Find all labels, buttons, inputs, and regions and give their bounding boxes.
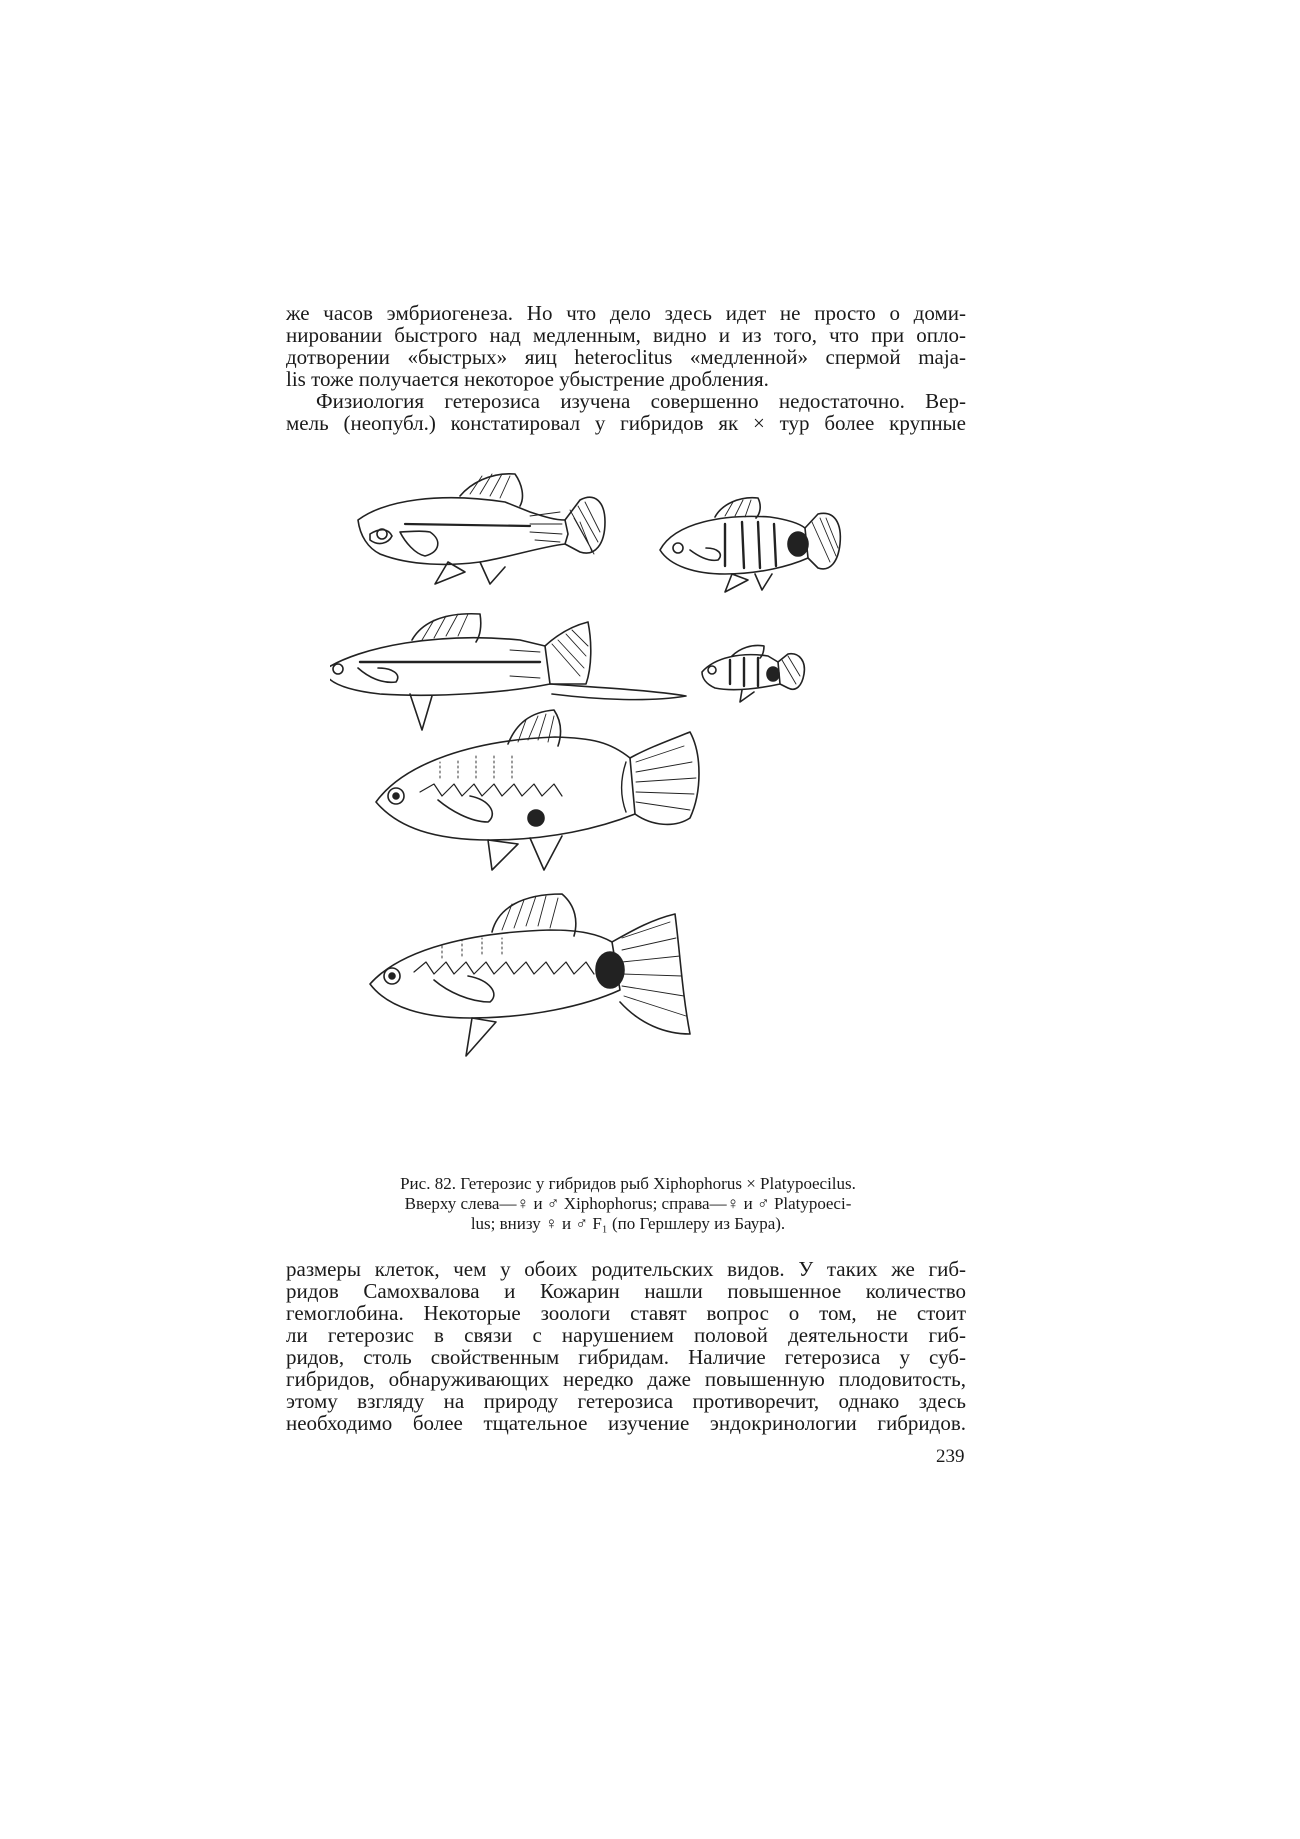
fish-f1-male [370, 894, 690, 1056]
text-line: размеры клеток, чем у обоих родительских видов. У таких же гиб- [286, 1257, 966, 1281]
text-line: гемоглобина. Некоторые зоологи ставят вопрос о том, не стоит [286, 1301, 966, 1325]
fish-platypoecilus-male [702, 645, 804, 702]
text-line: lis тоже получается некоторое убыстрение дробления. [286, 367, 769, 391]
caption-line: lus; внизу ♀ и ♂ F₁ (по Гершлеру из Баура). [470, 1214, 786, 1233]
paragraph-bottom [286, 1258, 966, 1434]
fish-xiphophorus-male [330, 614, 686, 730]
text-line: гибридов, обнаруживающих нередко даже повышенную плодовитость, [286, 1367, 966, 1391]
text-line: ридов, столь свойственным гибридам. Наличие гетерозиса у суб- [286, 1345, 966, 1369]
caption-line: Рис. 82. Гетерозис у гибридов рыб Xiphophorus × Platypoecilus. [400, 1174, 856, 1193]
fish-xiphophorus-female [358, 474, 605, 584]
text-line: мель (неопубл.) констатировал у гибридов як × тур более крупные [286, 411, 966, 435]
paragraph-top [286, 302, 966, 434]
text-line: этому взгляду на природу гетерозиса противоречит, однако здесь [286, 1389, 966, 1413]
figure-caption [290, 1174, 966, 1234]
text-line: необходимо более тщательное изучение эндокринологии гибридов. [286, 1411, 966, 1435]
text-line: нировании быстрого над медленным, видно и из того, что при опло- [286, 323, 966, 347]
page-number: 239 [936, 1446, 965, 1467]
caption-line: Вверху слева—♀ и ♂ Xiphophorus; справа—♀ и ♂ Platypoeci- [404, 1194, 852, 1213]
text-line: же часов эмбриогенеза. Но что дело здесь идет не просто о доми- [286, 301, 966, 325]
text-line: ли гетерозис в связи с нарушением половой деятельности гиб- [286, 1323, 966, 1347]
text-line: Физиология гетерозиса изучена совершенно недостаточно. Вер- [316, 389, 966, 413]
fish-figure [330, 462, 970, 1162]
fish-f1-female [376, 710, 699, 870]
fish-platypoecilus-female [660, 498, 840, 592]
text-line: дотворении «быстрых» яиц heteroclitus «медленной» спермой maja- [286, 345, 966, 369]
text-line: ридов Самохвалова и Кожарин нашли повышенное количество [286, 1279, 966, 1303]
